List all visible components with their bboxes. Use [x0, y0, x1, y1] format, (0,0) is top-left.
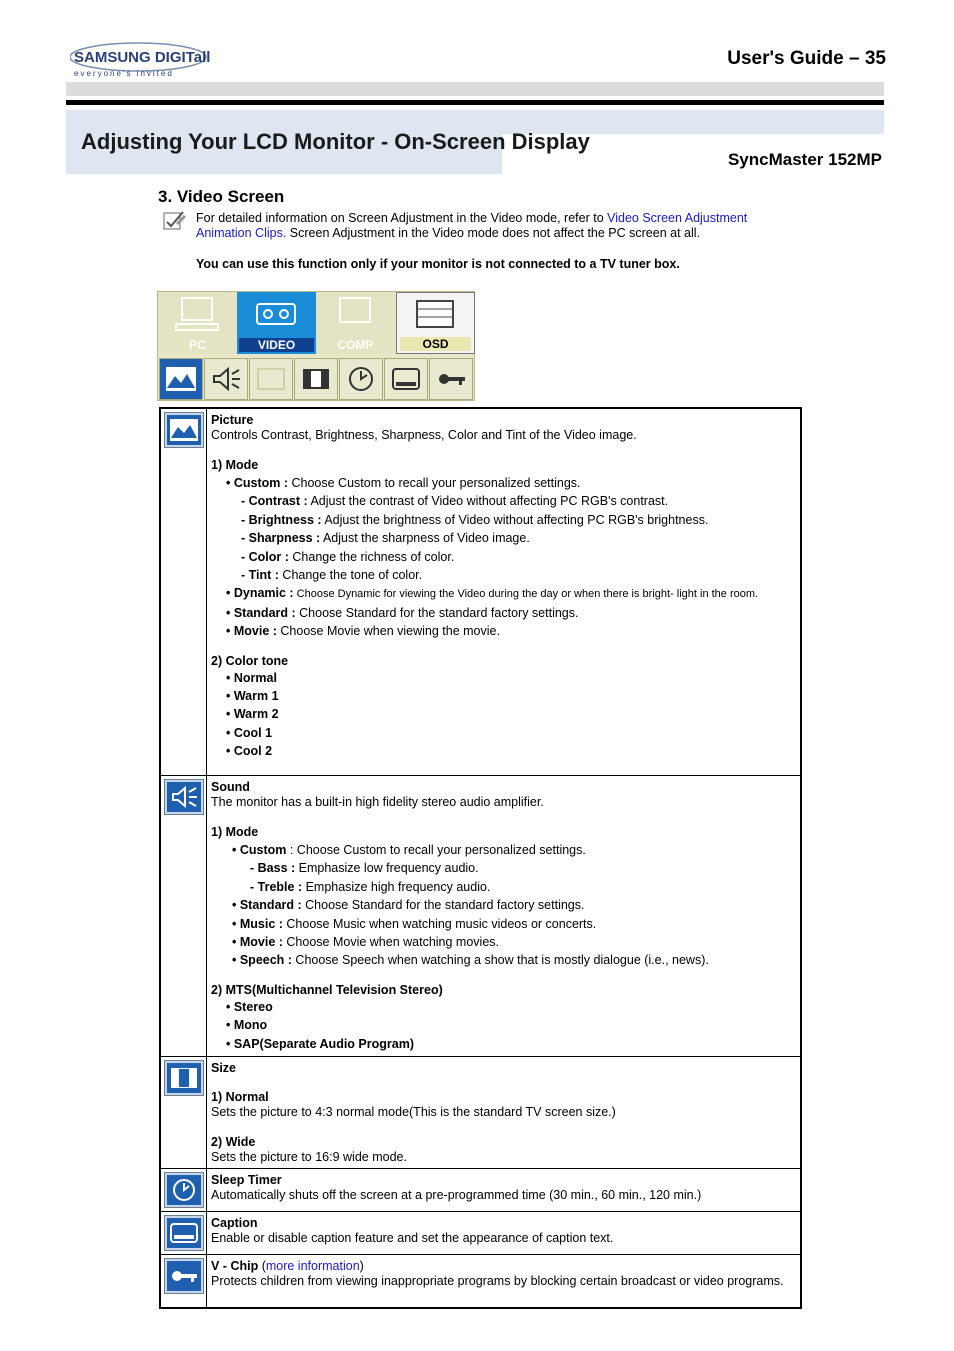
sound-speech-text: Choose Speech when watching a show that is mostly dialogue (i.e., news).: [291, 953, 709, 968]
picture-custom-label: • Custom :: [226, 476, 289, 490]
sleep-timer-description: [207, 1169, 800, 1211]
sound-custom-label: • Custom: [232, 843, 287, 857]
sound-music: [211, 915, 800, 933]
sound-standard-label: • Standard :: [232, 898, 302, 913]
sound-icon-cell: [161, 776, 207, 1056]
caption-description: [207, 1212, 800, 1254]
v-chip-title: V - Chip: [211, 1259, 259, 1273]
sound-custom-text: : Choose Custom to recall your personalized settings.: [286, 843, 586, 857]
osd-picture-icon: [159, 358, 203, 400]
v-chip-paren-open: (: [258, 1259, 266, 1273]
tv-tuner-warning: You can use this function only if your monitor is not connected to a TV tuner box.: [196, 257, 680, 271]
mts-stereo: • Stereo: [226, 999, 273, 1014]
size-icon-cell: [161, 1057, 207, 1168]
size-icon: [165, 1061, 203, 1095]
guide-header: [727, 48, 886, 70]
svg-text:everyone's invited: everyone's invited: [74, 69, 174, 78]
osd-tab-osd: [396, 292, 475, 354]
caption-title: Caption: [211, 1216, 258, 1230]
sound-desc: The monitor has a built-in high fidelity stereo audio amplifier.: [211, 795, 544, 809]
settings-table: [159, 407, 802, 1309]
table-row-v-chip: [161, 1254, 800, 1307]
caption-icon: [165, 1216, 203, 1250]
header-black-rule-right: [596, 100, 884, 103]
note-prefix: For detailed information on Screen Adjustment in the Video mode, refer to: [196, 211, 608, 225]
picture-dynamic-label: • Dynamic :: [226, 586, 294, 601]
picture-color: [211, 548, 800, 566]
osd-v-chip-icon: [429, 358, 473, 400]
picture-custom-text: Choose Custom to recall your personalized settings.: [288, 476, 581, 490]
picture-tone-title: 2) Color tone: [211, 653, 289, 668]
model-name: SyncMaster 152MP: [727, 150, 882, 169]
page-number: 35: [864, 48, 886, 69]
caption-icon-cell: [161, 1212, 207, 1254]
table-row-sleep-timer: [161, 1168, 800, 1211]
sound-standard: [211, 896, 800, 914]
sleep-timer-icon-cell: [161, 1169, 207, 1211]
page-title: Adjusting Your LCD Monitor - On-Screen Display: [81, 129, 590, 154]
sound-speech: [211, 951, 800, 969]
color-tone-warm2: • Warm 2: [226, 707, 279, 722]
v-chip-desc: Protects children from viewing inappropriate programs by blocking certain broadcast or video programs.: [211, 1274, 784, 1288]
picture-tint: [211, 566, 800, 584]
v-chip-heading: [211, 1259, 800, 1274]
picture-sharpness: [211, 529, 800, 547]
sound-bass: [211, 859, 800, 877]
guide-title: User's Guide: [727, 48, 844, 69]
color-tone-normal: • Normal: [226, 670, 277, 685]
size-wide-text: Sets the picture to 16:9 wide mode.: [211, 1150, 407, 1164]
osd-sleep-timer-icon: [339, 358, 383, 400]
picture-description: [207, 409, 800, 775]
osd-tab-pc: [158, 292, 237, 354]
sound-title: Sound: [211, 780, 250, 794]
picture-movie-label: • Movie :: [226, 624, 277, 639]
color-tone-cool1: • Cool 1: [226, 725, 273, 740]
picture-contrast-label: - Contrast :: [241, 494, 308, 509]
sound-speech-label: • Speech :: [232, 953, 292, 968]
picture-sharpness-label: - Sharpness :: [241, 531, 321, 546]
osd-caption-icon: [384, 358, 428, 400]
size-normal-text: Sets the picture to 4:3 normal mode(This is the standard TV screen size.): [211, 1105, 616, 1119]
caption-desc: Enable or disable caption feature and set the appearance of caption text.: [211, 1231, 614, 1245]
picture-sharpness-text: Adjust the sharpness of Video image.: [320, 531, 530, 546]
picture-standard: [211, 604, 800, 622]
picture-color-text: Change the richness of color.: [288, 549, 455, 564]
osd-pip-icon: [249, 358, 293, 400]
osd-sound-icon: [204, 358, 248, 400]
picture-movie-text: Choose Movie when viewing the movie.: [276, 624, 500, 639]
sound-movie-label: • Movie :: [232, 935, 283, 950]
osd-menu-image: [157, 291, 475, 401]
picture-brightness-text: Adjust the brightness of Video without affecting PC RGB's brightness.: [321, 512, 709, 527]
picture-brightness-label: - Brightness :: [241, 512, 322, 527]
table-row-sound: [161, 775, 800, 1056]
sound-music-label: • Music :: [232, 916, 283, 931]
size-normal-title: 1) Normal: [211, 1090, 269, 1104]
sound-movie: [211, 933, 800, 951]
section-note: [196, 211, 796, 241]
svg-text:SAMSUNG DIGITall: SAMSUNG DIGITall: [74, 49, 211, 66]
note-suffix: Screen Adjustment in the Video mode does not affect the PC screen at all.: [286, 226, 701, 240]
v-chip-description: [207, 1255, 800, 1307]
color-tone-cool2: • Cool 2: [226, 744, 273, 759]
sound-treble-text: Emphasize high frequency audio.: [302, 879, 491, 894]
osd-tab-pc-label: PC: [189, 338, 206, 352]
v-chip-paren-close: ): [359, 1259, 364, 1273]
sound-standard-text: Choose Standard for the standard factory settings.: [301, 898, 585, 913]
sound-custom: [211, 841, 800, 859]
picture-title: Picture: [211, 413, 254, 427]
osd-tab-comp-label: COMP: [337, 338, 374, 352]
samsung-logo: [70, 40, 230, 80]
size-description: [207, 1057, 800, 1168]
picture-brightness: [211, 511, 800, 529]
header-grey-bar: [66, 82, 884, 96]
sound-movie-text: Choose Movie when watching movies.: [282, 935, 499, 950]
sound-icon: [165, 780, 203, 814]
section-title: 3. Video Screen: [158, 187, 285, 206]
animation-clips-link[interactable]: Video Screen Adjustment Animation Clips.: [196, 211, 748, 240]
sound-bass-label: - Bass :: [250, 861, 296, 876]
picture-standard-label: • Standard :: [226, 605, 296, 620]
note-pencil-icon: [163, 210, 187, 232]
size-title: Size: [211, 1061, 237, 1075]
picture-icon: [165, 413, 203, 447]
table-row-picture: [161, 409, 800, 775]
sleep-timer-icon: [165, 1173, 203, 1207]
picture-movie: [211, 622, 800, 640]
osd-size-icon: [294, 358, 338, 400]
picture-contrast-text: Adjust the contrast of Video without affecting PC RGB's contrast.: [307, 494, 669, 509]
picture-color-label: - Color :: [241, 549, 289, 564]
sound-description: [207, 776, 800, 1056]
v-chip-icon-cell: [161, 1255, 207, 1307]
sound-treble-label: - Treble :: [250, 879, 303, 894]
v-chip-icon: [165, 1259, 203, 1293]
color-tone-warm1: • Warm 1: [226, 689, 279, 704]
osd-tab-video-label: VIDEO: [239, 338, 314, 352]
picture-contrast: [211, 492, 800, 510]
picture-dynamic: [211, 584, 800, 603]
osd-tab-video: [237, 292, 316, 354]
picture-desc: Controls Contrast, Brightness, Sharpness, Color and Tint of the Video image.: [211, 428, 637, 442]
picture-icon-cell: [161, 409, 207, 775]
sleep-timer-desc: Automatically shuts off the screen at a pre-programmed time (30 min., 60 min., 120 min.): [211, 1188, 702, 1202]
sound-bass-text: Emphasize low frequency audio.: [295, 861, 479, 876]
sound-mts-title: 2) MTS(Multichannel Television Stereo): [211, 982, 443, 997]
more-information-link[interactable]: more information: [265, 1259, 360, 1273]
sound-music-text: Choose Music when watching music videos or concerts.: [282, 916, 597, 931]
mts-sap: • SAP(Separate Audio Program): [226, 1036, 414, 1051]
picture-mode-title: 1) Mode: [211, 458, 259, 472]
picture-custom: [211, 474, 800, 492]
osd-tab-comp: [316, 292, 395, 354]
sound-treble: [211, 878, 800, 896]
guide-separator: –: [849, 48, 865, 69]
osd-tab-osd-label: OSD: [400, 337, 471, 351]
picture-dynamic-text: Choose Dynamic for viewing the Video during the day or when there is bright- light in the room.: [293, 588, 759, 601]
picture-standard-text: Choose Standard for the standard factory settings.: [295, 605, 579, 620]
mts-mono: • Mono: [226, 1018, 268, 1033]
sound-mode-title: 1) Mode: [211, 825, 259, 839]
table-row-size: [161, 1056, 800, 1168]
sleep-timer-title: Sleep Timer: [211, 1173, 282, 1187]
picture-tint-text: Change the tone of color.: [278, 568, 423, 583]
table-row-caption: [161, 1211, 800, 1254]
size-wide-title: 2) Wide: [211, 1135, 256, 1149]
picture-tint-label: - Tint :: [241, 568, 279, 583]
